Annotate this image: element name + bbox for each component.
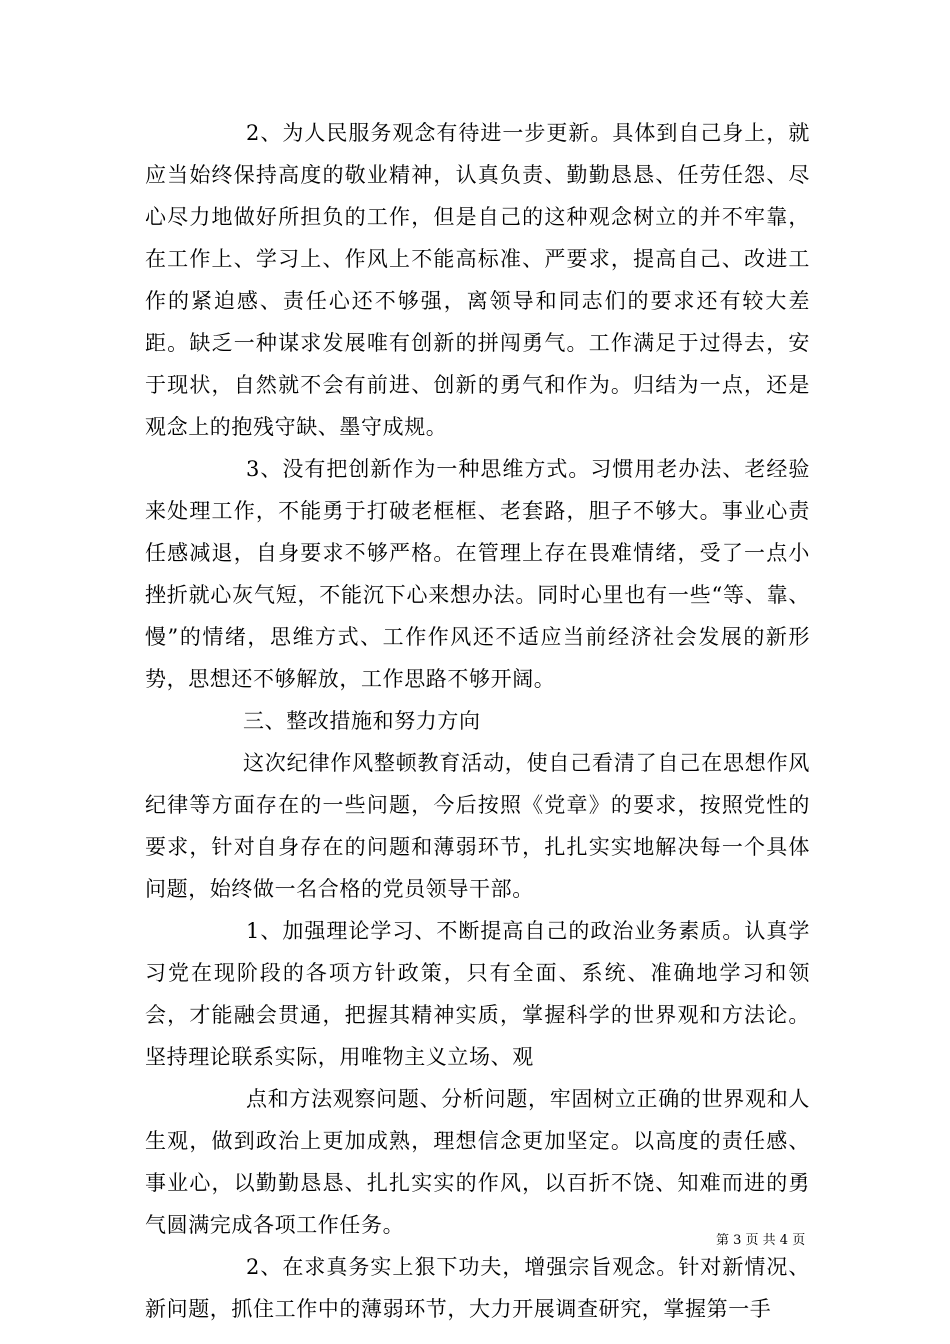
paragraph-item-3: 3、没有把创新作为一种思维方式。习惯用老办法、老经验来处理工作，不能勇于打破老框框、老套路，胆子不够大。事业心责任感减退，自身要求不够严格。在管理上存在畏难情绪，受了一点小挫折就心灰气短，不能沉下心来想办法。同时心里也有一些“等、靠、慢”的情绪，思维方式、工作作风还不适应当前经济社会发展的新形势，思想还不够解放，工作思路不够开阔。 <box>145 457 810 691</box>
page-number: 第 3 页 共 4 页 <box>716 1233 806 1248</box>
paragraph-measure-1: 1、加强理论学习、不断提高自己的政治业务素质。认真学习党在现阶段的各项方针政策，只有全面、系统、准确地学习和领会，才能融会贯通，把握其精神实质，掌握科学的世界观和方法论。坚持理论联系实际，用唯物主义立场、观 <box>145 919 810 1069</box>
section-heading: 三、整改措施和努力方向 <box>243 709 481 733</box>
document-body <box>145 112 810 1330</box>
paragraph-measure-2: 2、在求真务实上狠下功夫，增强宗旨观念。针对新情况、新问题，抓住工作中的薄弱环节，大力开展调查研究，掌握第一手 <box>145 1255 810 1321</box>
paragraph-intro: 这次纪律作风整顿教育活动，使自己看清了自己在思想作风纪律等方面存在的一些问题，今后按照《党章》的要求，按照党性的要求，针对自身存在的问题和薄弱环节，扎扎实实地解决每一个具体问题，始终做一名合格的党员领导干部。 <box>145 751 810 901</box>
paragraph-item-2: 2、为人民服务观念有待进一步更新。具体到自己身上，就应当始终保持高度的敬业精神，认真负责、勤勤恳恳、任劳任怨、尽心尽力地做好所担负的工作，但是自己的这种观念树立的并不牢靠，在工作上、学习上、作风上不能高标准、严要求，提高自己、改进工作的紧迫感、责任心还不够强，离领导和同志们的要求还有较大差距。缺乏一种谋求发展唯有创新的拼闯勇气。工作满足于过得去，安于现状，自然就不会有前进、创新的勇气和作为。归结为一点，还是观念上的抱残守缺、墨守成规。 <box>145 121 810 439</box>
paragraph-measure-1-continued: 点和方法观察问题、分析问题，牢固树立正确的世界观和人生观，做到政治上更加成熟，理想信念更加坚定。以高度的责任感、事业心，以勤勤恳恳、扎扎实实的作风，以百折不饶、知难而进的勇气圆满完成各项工作任务。 <box>145 1087 810 1237</box>
